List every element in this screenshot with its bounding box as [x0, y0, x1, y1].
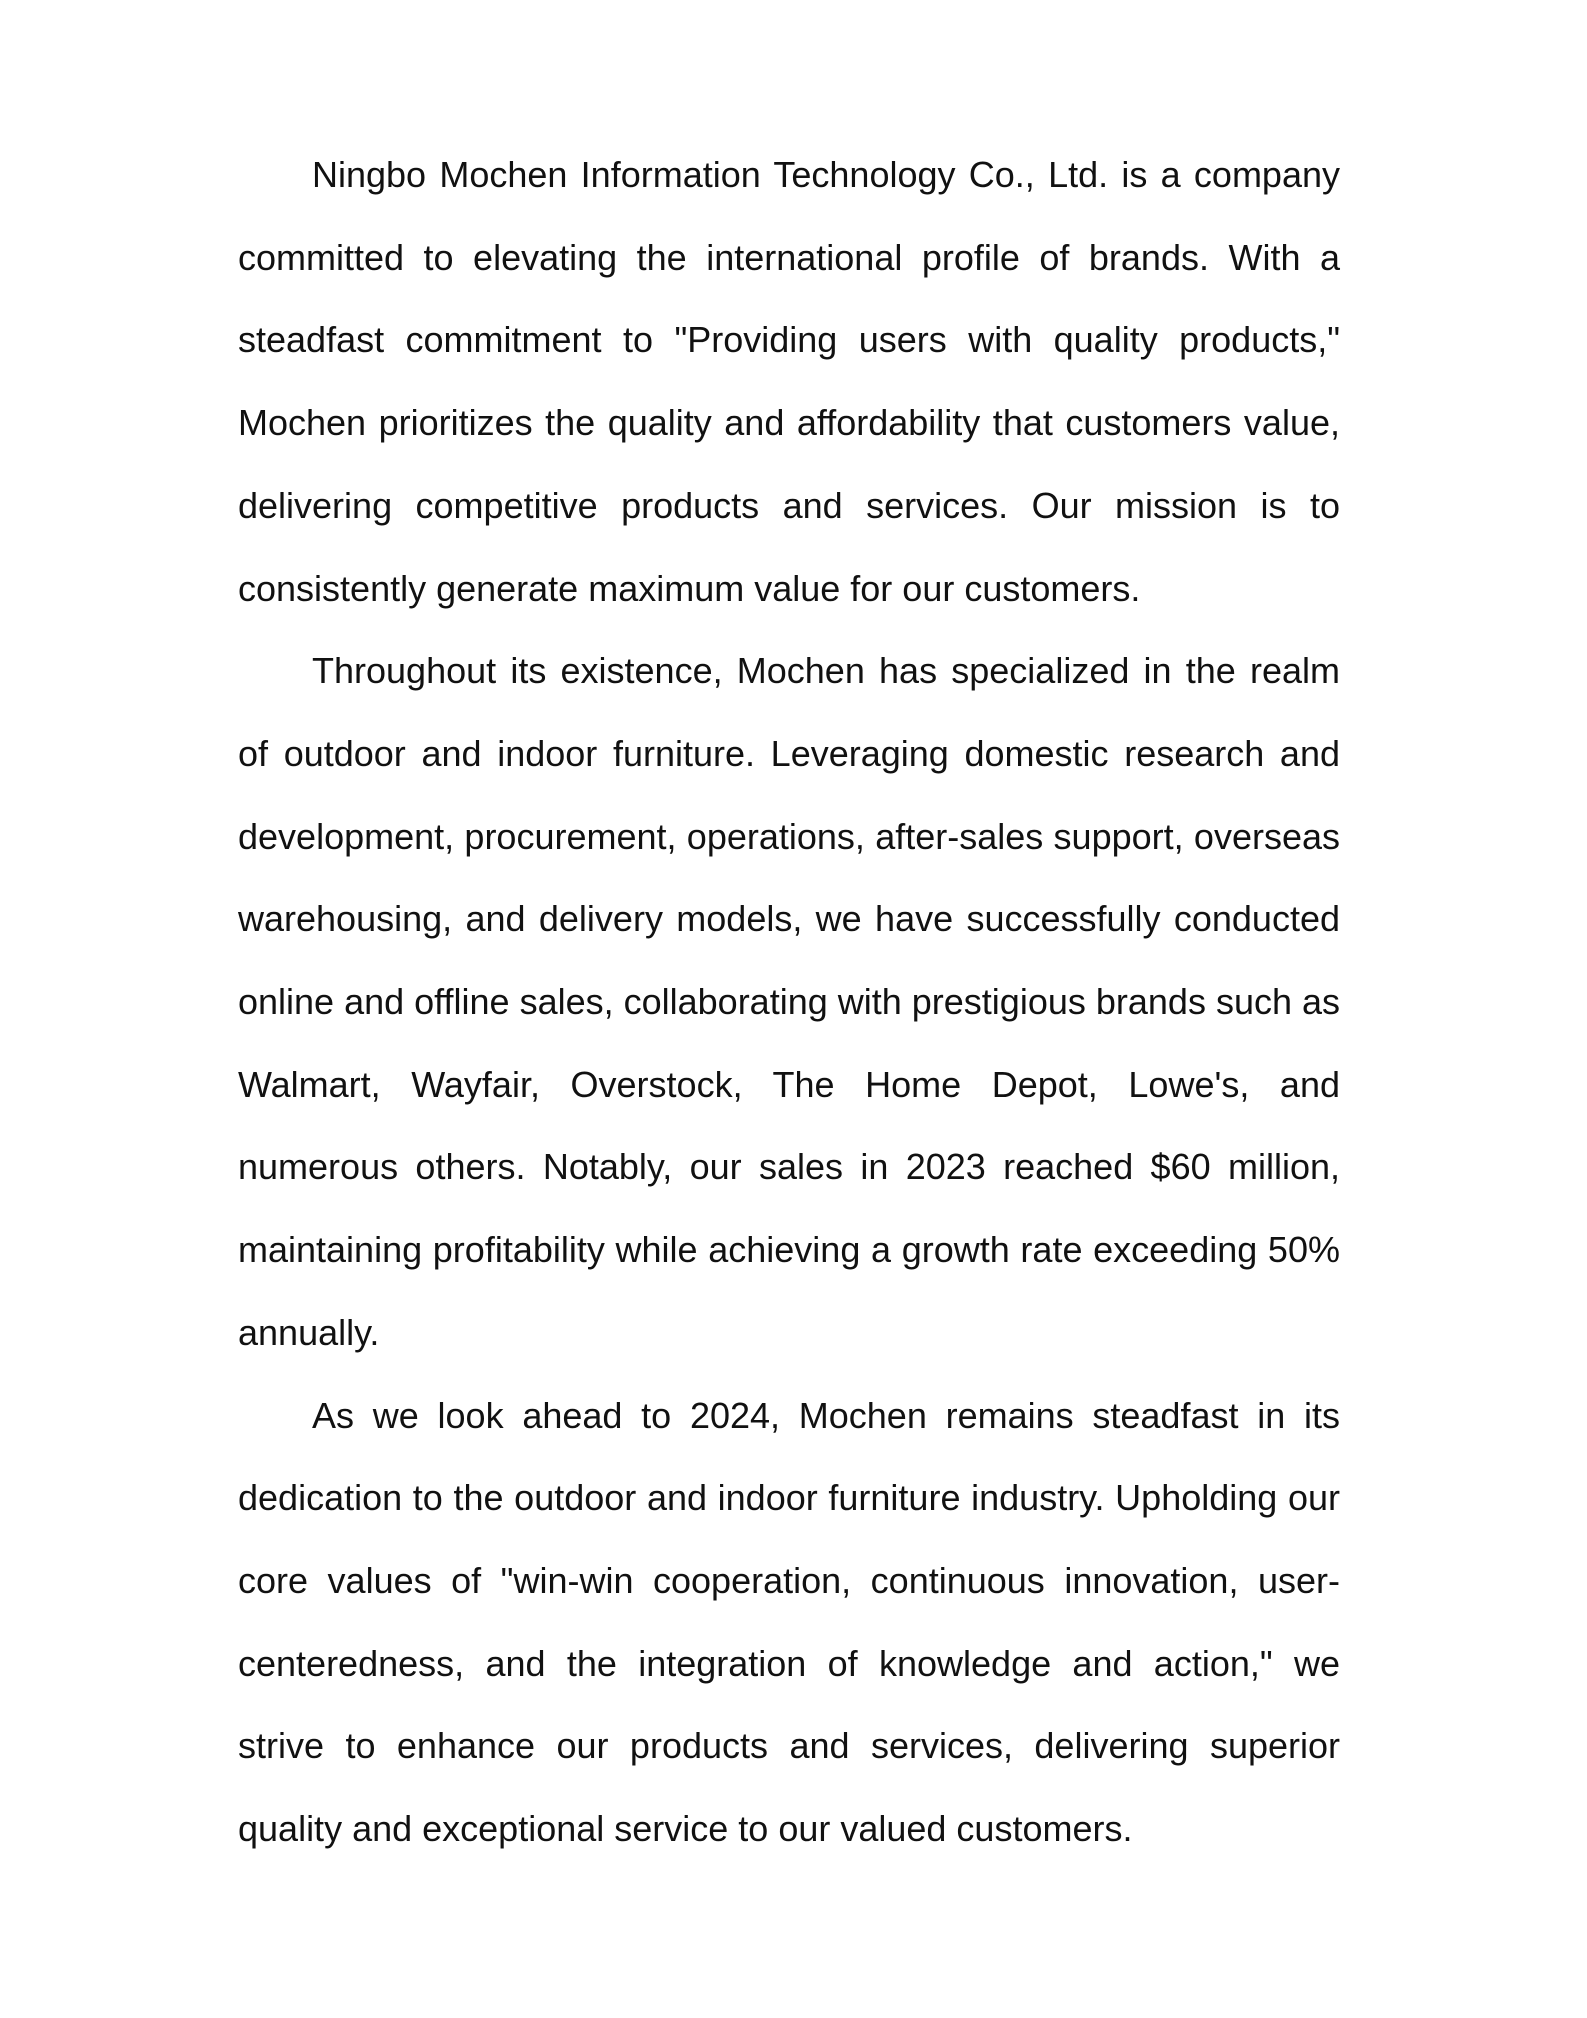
paragraph-company-intro: Ningbo Mochen Information Technology Co., Ltd. is a company committed to elevating the international profile of brands. With a steadfast commitment to "Providing users with quality products," Mochen prioritizes the quality and affordability that customers value, delivering competitive products and services. Our mission is to consistently generate maximum value for our customers.	[238, 154, 1340, 609]
paragraph-outlook-2024: As we look ahead to 2024, Mochen remains steadfast in its dedication to the outdoor and indoor furniture industry. Upholding our core values of "win-win cooperation, continuous innovation, user-centeredness, and the integration of knowledge and action," we strive to enhance our products and services, delivering superior quality and exceptional service to our valued customers.	[238, 1394, 1340, 1850]
document-body	[238, 134, 1340, 1871]
paragraph-history-sales: Throughout its existence, Mochen has specialized in the realm of outdoor and indoor furniture. Leveraging domestic research and development, procurement, operations, after-sales support, overseas warehousing, and delivery models, we have successfully conducted online and offline sales, collaborating with prestigious brands such as Walmart, Wayfair, Overstock, The Home Depot, Lowe's, and numerous others. Notably, our sales in 2023 reached $60 million, maintaining profitability while achieving a growth rate exceeding 50% annually.	[238, 650, 1341, 1353]
